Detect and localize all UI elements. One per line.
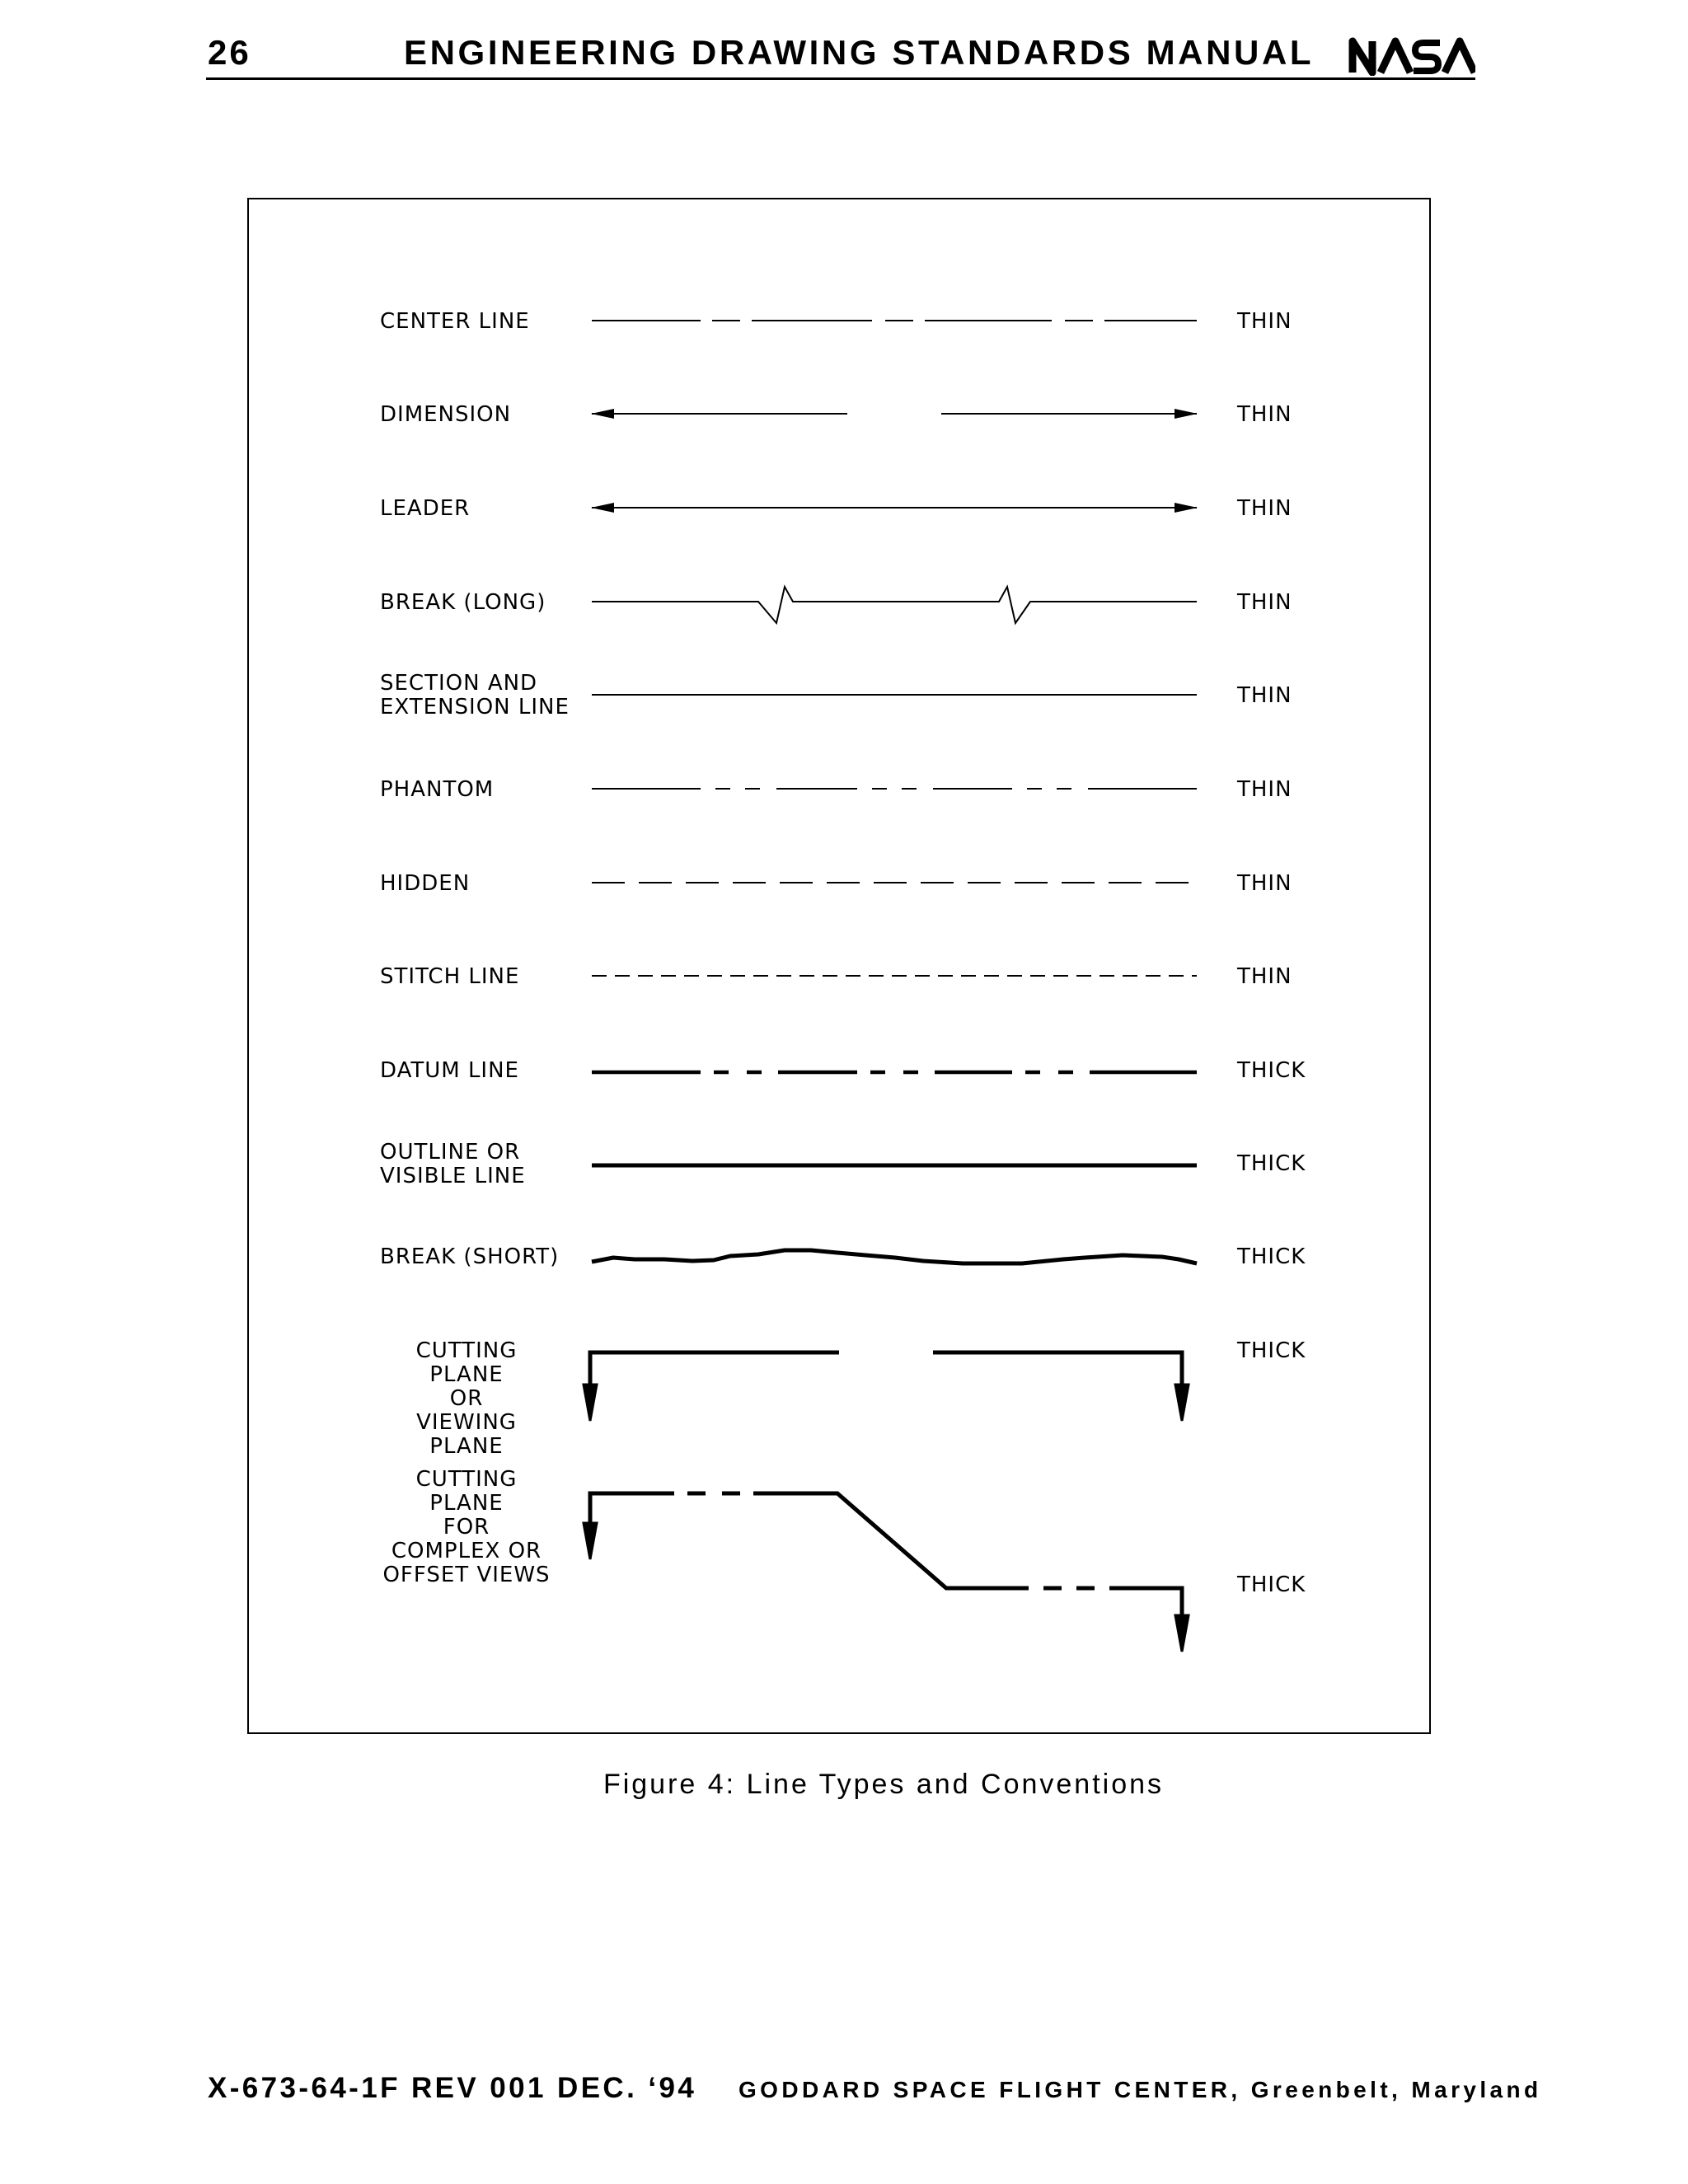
row-label-leader: LEADER: [380, 496, 471, 521]
row-label-stitch-line: STITCH LINE: [380, 964, 520, 989]
row-label-hidden: HIDDEN: [380, 871, 471, 896]
row-label-cutting-plane: CUTTING PLANE OR VIEWING PLANE: [415, 1338, 518, 1459]
weight-label-datum-line: THICK: [1237, 1058, 1306, 1083]
row-label-phantom: PHANTOM: [380, 777, 495, 802]
row-label-section-extension: SECTION AND EXTENSION LINE: [380, 671, 570, 719]
figure-caption: Figure 4: Line Types and Conventions: [603, 1769, 1165, 1800]
break-short-sample: [592, 1250, 1197, 1263]
row-label-outline: OUTLINE OR VISIBLE LINE: [380, 1140, 526, 1188]
weight-label-stitch-line: THIN: [1237, 964, 1292, 989]
weight-label-hidden: THIN: [1237, 871, 1292, 896]
weight-label-break-short: THICK: [1237, 1244, 1306, 1269]
cutting-plane-left-arrow-icon: [584, 1385, 597, 1421]
offset-plane-left-arrow-icon: [584, 1523, 597, 1559]
page-number: 26: [208, 33, 251, 72]
row-label-center-line: CENTER LINE: [380, 309, 530, 334]
row-label-break-long: BREAK (LONG): [380, 590, 546, 615]
weight-label-center-line: THIN: [1237, 309, 1292, 334]
manual-title: ENGINEERING DRAWING STANDARDS MANUAL: [404, 33, 1315, 72]
weight-label-leader: THIN: [1237, 496, 1292, 521]
cutting-plane-sample: [590, 1352, 1182, 1402]
weight-label-phantom: THIN: [1237, 777, 1292, 802]
row-label-datum-line: DATUM LINE: [380, 1058, 519, 1083]
footer-center-name: GODDARD SPACE FLIGHT CENTER, Greenbelt, Maryland: [738, 2077, 1542, 2102]
offset-plane-right-arrow-icon: [1175, 1615, 1189, 1652]
weight-label-outline: THICK: [1237, 1151, 1306, 1176]
footer-doc-number: X-673-64-1F REV 001 DEC. ‘94: [208, 2072, 697, 2104]
row-label-break-short: BREAK (SHORT): [380, 1244, 560, 1269]
row-label-dimension: DIMENSION: [380, 402, 512, 427]
weight-label-cutting-plane: THICK: [1237, 1338, 1306, 1363]
break-long-sample: [592, 587, 1197, 623]
cutting-plane-right-arrow-icon: [1175, 1385, 1189, 1421]
weight-label-dimension: THIN: [1237, 402, 1292, 427]
row-label-cutting-plane-offset: CUTTING PLANE FOR COMPLEX OR OFFSET VIEWS: [382, 1467, 551, 1587]
weight-label-cutting-plane-offset: THICK: [1237, 1572, 1306, 1597]
cutting-plane-offset-sample: [590, 1493, 1182, 1624]
weight-label-break-long: THIN: [1237, 590, 1292, 615]
weight-label-section-extension: THIN: [1237, 683, 1292, 708]
